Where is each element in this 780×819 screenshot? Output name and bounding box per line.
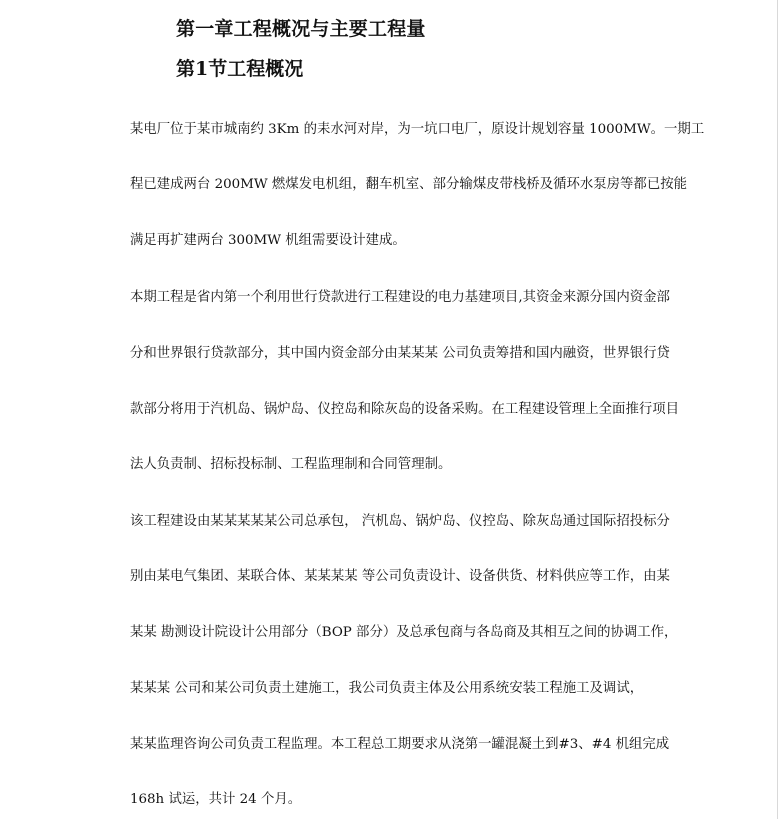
body-line-12: 某某监理咨询公司负责工程监理。本工程总工期要求从浇第一罐混凝土到#3、#4 机组完成 <box>130 737 670 752</box>
page-edge-divider <box>777 0 778 819</box>
body-line-3: 满足再扩建两台 300MW 机组需要设计建成。 <box>130 233 406 248</box>
body-line-6: 款部分将用于汽机岛、锅炉岛、仪控岛和除灰岛的设备采购。在工程建设管理上全面推行项目 <box>130 402 680 417</box>
chapter-title: 第一章工程概况与主要工程量 <box>176 18 426 40</box>
body-line-5: 分和世界银行贷款部分，其中国内资金部分由某某某 公司负责筹措和国内融资，世界银行贷 <box>130 346 670 361</box>
body-line-8: 该工程建设由某某某某某公司总承包， 汽机岛、锅炉岛、仪控岛、除灰岛通过国际招投标分 <box>130 514 670 529</box>
body-line-10: 某某 勘测设计院设计公用部分（BOP 部分）及总承包商与各岛商及其相互之间的协调工作， <box>130 625 678 640</box>
body-line-4: 本期工程是省内第一个利用世行贷款进行工程建设的电力基建项目,其资金来源分国内资金部 <box>130 290 670 305</box>
section-title: 第1节工程概况 <box>176 58 304 80</box>
body-line-2: 程已建成两台 200MW 燃煤发电机组，翻车机室、部分输煤皮带栈桥及循环水泵房等都已按能 <box>130 177 687 192</box>
body-line-13: 168h 试运，共计 24 个月。 <box>130 792 302 807</box>
body-line-1: 某电厂位于某市城南约 3Km 的耒水河对岸，为一坑口电厂，原设计规划容量 1000MW。一期工 <box>130 122 705 137</box>
body-line-11: 某某某 公司和某公司负责土建施工，我公司负责主体及公用系统安装工程施工及调试， <box>130 681 644 696</box>
body-line-9: 别由某电气集团、某联合体、某某某某 等公司负责设计、设备供货、材料供应等工作，由某 <box>130 569 670 584</box>
body-line-7: 法人负责制、招标投标制、工程监理制和合同管理制。 <box>130 457 452 472</box>
